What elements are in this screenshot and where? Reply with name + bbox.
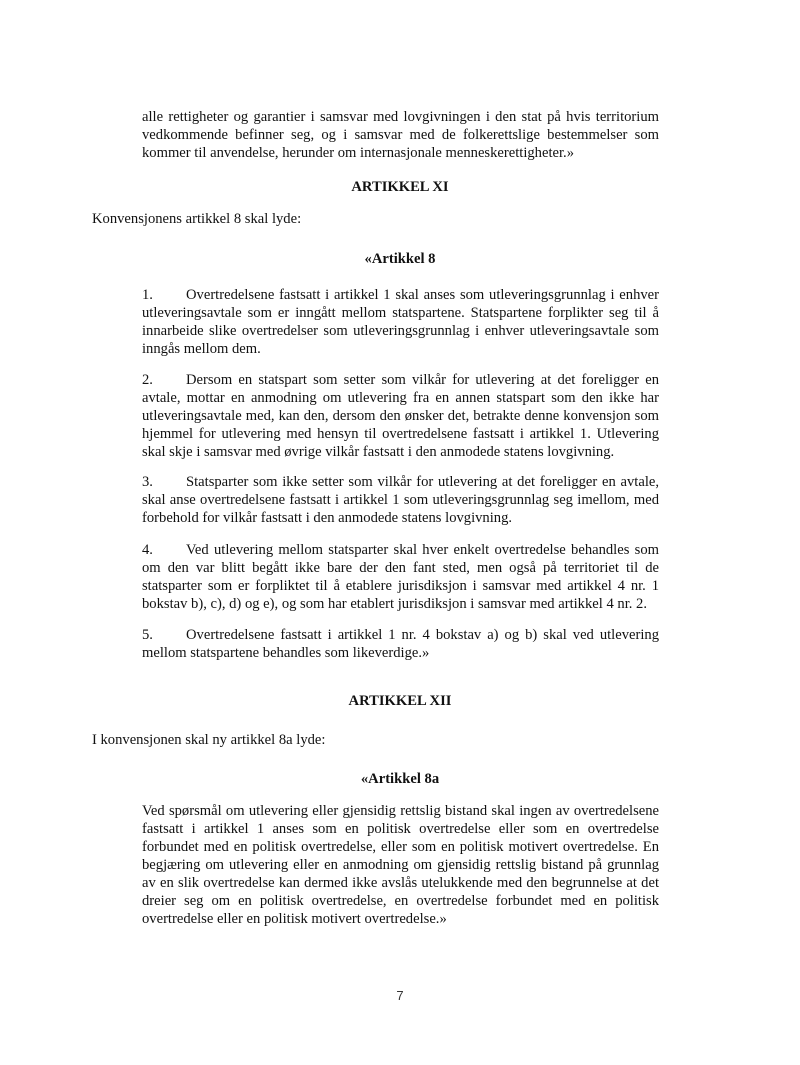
list-item-text: Overtredelsene fastsatt i artikkel 1 nr. 4 bokstav a) og b) skal ved utlevering mellom statspartene behandles som likeverdige.» <box>142 627 659 661</box>
list-item-4 <box>142 541 659 613</box>
list-item-number: 5. <box>142 627 153 643</box>
list-item-5 <box>142 626 659 662</box>
quoted-title-artikkel-8a: «Artikkel 8a <box>360 771 440 787</box>
list-item-2 <box>142 371 659 461</box>
section-lead-artikkel-xi: Konvensjonens artikkel 8 skal lyde: <box>92 211 302 227</box>
section-heading-artikkel-xi: ARTIKKEL XI <box>351 179 449 195</box>
intro-paragraph: alle rettigheter og garantier i samsvar med lovgivningen i den stat på hvis territorium vedkommende befinner seg, og i samsvar med de folkerettslige bestemmelser som kommer til anvendelse, herunder om internasjonale menneskerettigheter.» <box>142 109 659 161</box>
list-item-text: Dersom en statspart som setter som vilkår for utlevering at det foreligger en avtale, mottar en anmodning om utlevering fra en annen statspart som den ikke har utleveringsavtale med, kan den, dersom den ønsker det, betrakte denne konvensjon som hjemmel for utlevering med hensyn til overtredelsene fastsatt i artikkel 1. Utlevering skal skje i samsvar med øvrige vilkår fastsatt i den anmodede statens lovgivning. <box>142 372 659 460</box>
quoted-title-artikkel-8: «Artikkel 8 <box>364 251 436 267</box>
list-item-text: Statsparter som ikke setter som vilkår for utlevering at det foreligger en avtale, skal anse overtredelsene fastsatt i artikkel 1 som utleveringsgrunnlag seg imellom, med forbehold for vilkår fastsatt i den anmodede statens lovgivning. <box>142 474 659 526</box>
list-item-text: Ved utlevering mellom statsparter skal hver enkelt overtredelse behandles som om den var blitt begått ikke bare der den fant sted, men også på territoriet til de statsparter som er forpliktet til å etablere jurisdiksjon i samsvar med artikkel 4 nr. 1 bokstav b), c), d) og e), og som har etablert jurisdiksjon i samsvar med artikkel 4 nr. 2. <box>142 542 659 612</box>
section-lead-artikkel-xii: I konvensjonen skal ny artikkel 8a lyde: <box>92 732 326 748</box>
list-item-number: 2. <box>142 372 153 388</box>
list-item-number: 1. <box>142 287 153 303</box>
list-item-3 <box>142 473 659 527</box>
section-heading-artikkel-xii: ARTIKKEL XII <box>348 693 452 709</box>
list-item-1 <box>142 286 659 358</box>
list-item-text: Overtredelsene fastsatt i artikkel 1 skal anses som utleveringsgrunnlag i enhver utleveringsavtale som er inngått mellom statspartene. Statspartene forplikter seg til å innarbeide slike overtredelser som utleveringsgrunnlag i enhver utleveringsavtale som inngås mellom dem. <box>142 287 659 357</box>
page-number: 7 <box>396 988 404 1003</box>
artikkel-8a-body: Ved spørsmål om utlevering eller gjensidig rettslig bistand skal ingen av overtredelsene fastsatt i artikkel 1 anses som en politisk overtredelse eller som en overtredelse forbundet med en politisk overtredelse, eller som en politisk motivert overtredelse. En begjæring om utlevering eller en anmodning om gjensidig rettslig bistand på grunnlag av en slik overtredelse kan dermed ikke avslås utelukkende med den begrunnelse at det dreier seg om en politisk overtredelse, en overtredelse forbundet med en politisk overtredelse eller en politisk motivert overtredelse.» <box>142 803 659 927</box>
list-item-number: 4. <box>142 542 153 558</box>
list-item-number: 3. <box>142 474 153 490</box>
